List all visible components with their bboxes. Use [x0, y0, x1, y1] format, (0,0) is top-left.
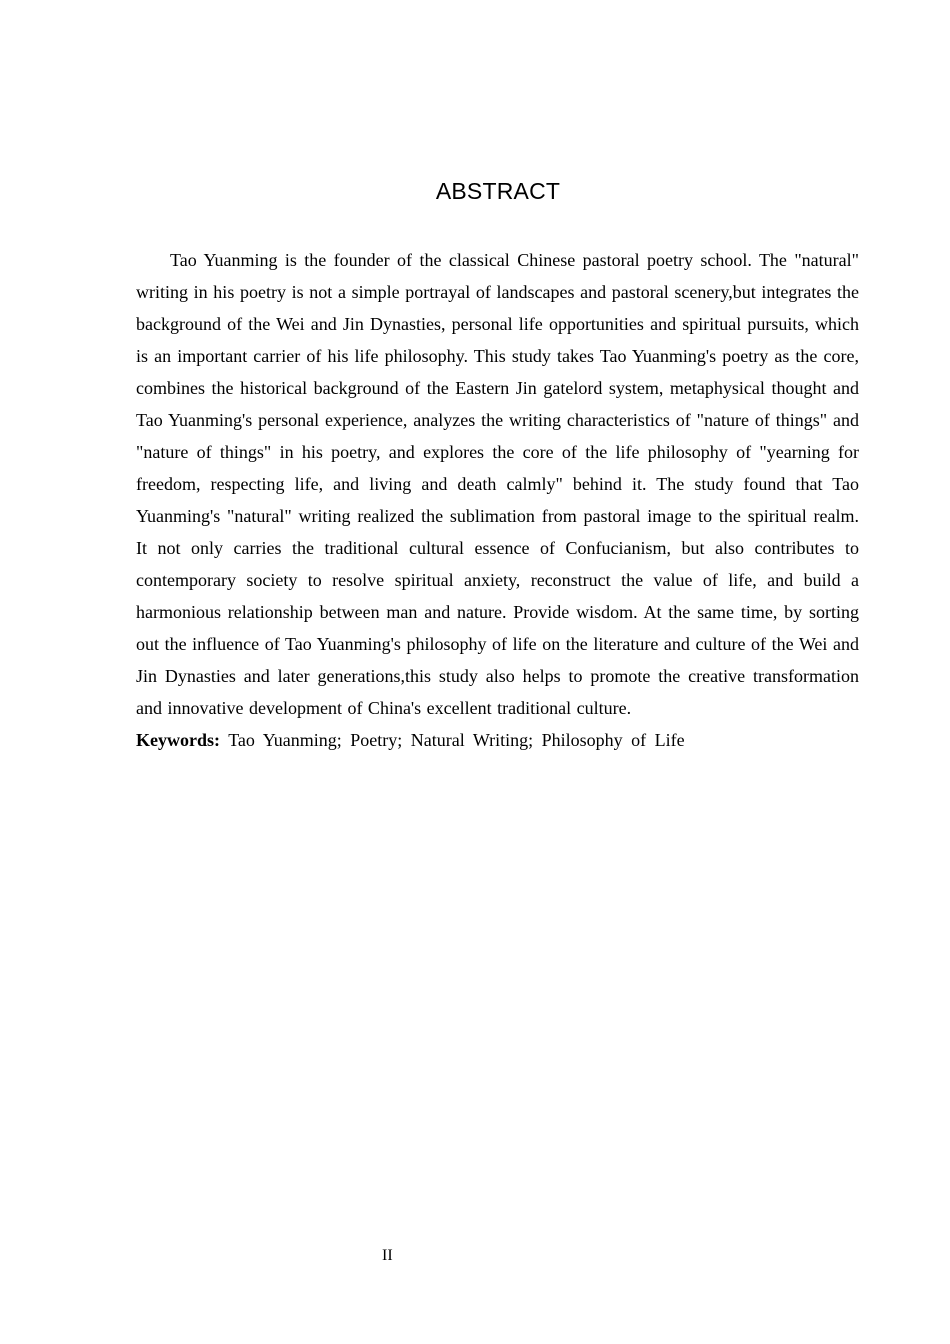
abstract-content	[136, 244, 859, 756]
abstract-title: ABSTRACT	[435, 178, 561, 204]
keywords-line	[136, 724, 859, 756]
keywords-label: Keywords:	[136, 730, 220, 750]
page-number: II	[382, 1247, 393, 1264]
abstract-body: Tao Yuanming is the founder of the classical Chinese pastoral poetry school. The "natural" writing in his poetry is not a simple portrayal of landscapes and pastoral scenery,but integrates the background of the Wei and Jin Dynasties, personal life opportunities and spiritual pursuits, which is an important carrier of his life philosophy. This study takes Tao Yuanming's poetry as the core, combines the historical background of the Eastern Jin gatelord system, metaphysical thought and Tao Yuanming's personal experience, analyzes the writing characteristics of "nature of things" and "nature of things" in his poetry, and explores the core of the life philosophy of "yearning for freedom, respecting life, and living and death calmly" behind it. The study found that Tao Yuanming's "natural" writing realized the sublimation from pastoral image to the spiritual realm. It not only carries the traditional cultural essence of Confucianism, but also contributes to contemporary society to resolve spiritual anxiety, reconstruct the value of life, and build a harmonious relationship between man and nature. Provide wisdom. At the same time, by sorting out the influence of Tao Yuanming's philosophy of life on the literature and culture of the Wei and Jin Dynasties and later generations,this study also helps to promote the creative transformation and innovative development of China's excellent traditional culture.	[136, 250, 859, 718]
keywords-text: Tao Yuanming; Poetry; Natural Writing; Philosophy of Life	[228, 730, 685, 750]
